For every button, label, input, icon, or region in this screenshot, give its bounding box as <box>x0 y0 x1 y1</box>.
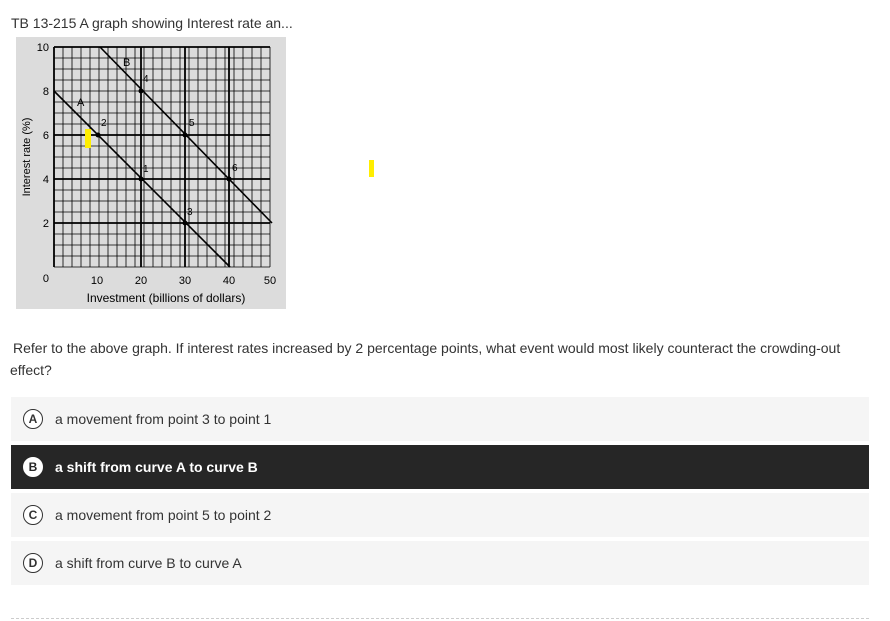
choice-a[interactable] <box>11 397 869 441</box>
highlight-mark <box>85 129 91 148</box>
investment-demand-graph <box>16 37 286 309</box>
x-tick-30: 30 <box>178 275 192 287</box>
y-tick-4: 4 <box>42 174 49 186</box>
question-text: Refer to the above graph. If interest rates increased by 2 percentage points, what event would most likely counteract the crowding-out effect? <box>10 340 841 378</box>
x-tick-10: 10 <box>90 275 104 287</box>
choice-b[interactable] <box>11 445 869 489</box>
choice-c-badge: C <box>23 505 43 525</box>
choice-d[interactable] <box>11 541 869 585</box>
choice-a-badge: A <box>23 409 43 429</box>
point-label-4: 4 <box>143 74 149 85</box>
x-tick-20: 20 <box>134 275 148 287</box>
y-axis-label: Interest rate (%) <box>21 117 33 197</box>
choice-c[interactable] <box>11 493 869 537</box>
y-tick-10: 10 <box>36 42 49 54</box>
curve-label-b: B <box>123 57 131 69</box>
point-label-6: 6 <box>232 163 238 174</box>
divider <box>11 618 869 619</box>
point-label-1: 1 <box>143 164 149 175</box>
choice-c-text: a movement from point 5 to point 2 <box>55 507 272 523</box>
curve-label-a: A <box>77 97 85 109</box>
point-label-5: 5 <box>189 118 195 129</box>
point-label-3: 3 <box>187 207 193 218</box>
choice-d-text: a shift from curve B to curve A <box>55 555 242 571</box>
text-cursor-marker <box>369 160 374 177</box>
choice-b-badge: B <box>23 457 43 477</box>
choice-d-badge: D <box>23 553 43 573</box>
choice-a-text: a movement from point 3 to point 1 <box>55 411 272 427</box>
question-title: TB 13-215 A graph showing Interest rate an... <box>11 15 293 31</box>
y-tick-6: 6 <box>42 130 49 142</box>
choice-b-text: a shift from curve A to curve B <box>55 459 258 475</box>
x-axis-label: Investment (billions of dollars) <box>86 291 246 305</box>
y-tick-2: 2 <box>42 218 49 230</box>
y-tick-8: 8 <box>42 86 49 98</box>
y-tick-0: 0 <box>42 273 49 285</box>
x-tick-40: 40 <box>222 275 236 287</box>
x-tick-50: 50 <box>263 275 277 287</box>
point-label-2: 2 <box>101 118 107 129</box>
